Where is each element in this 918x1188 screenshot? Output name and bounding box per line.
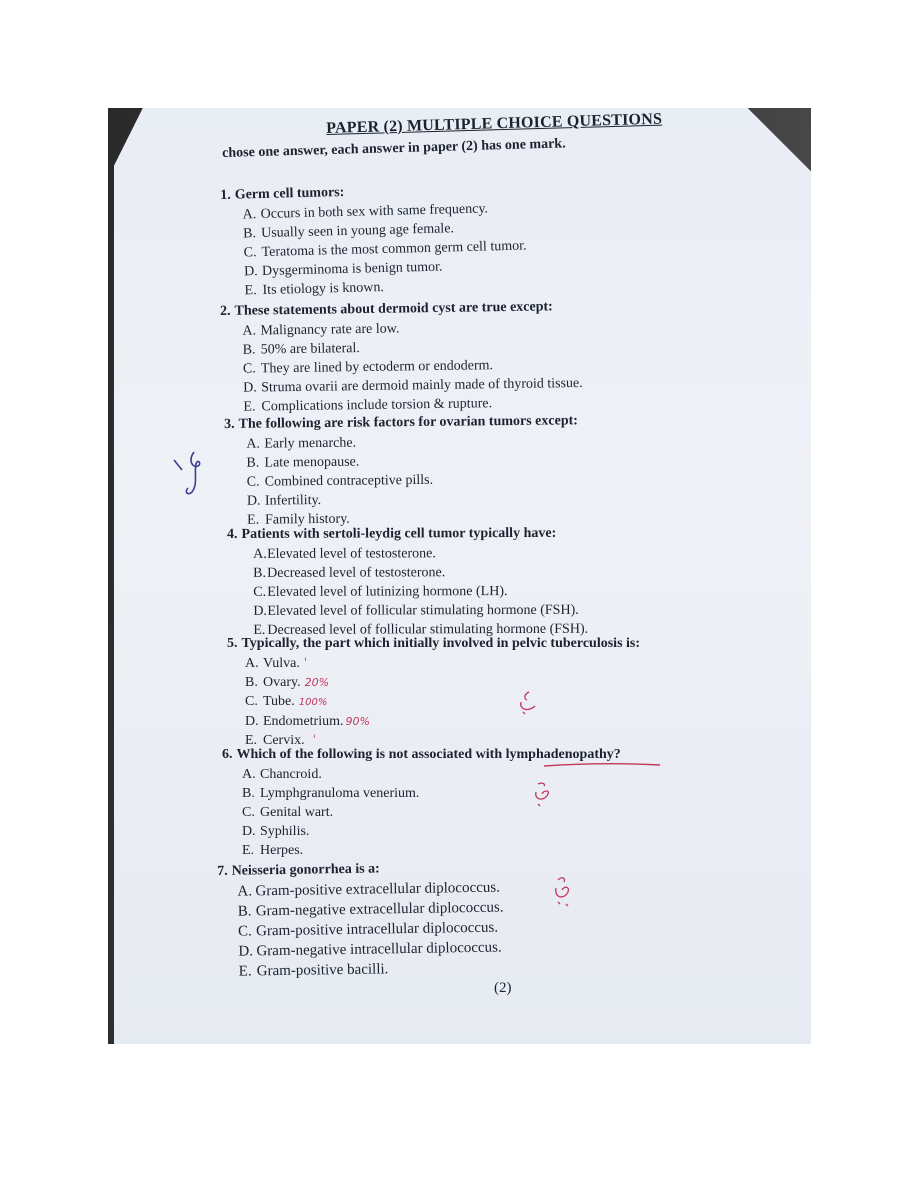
option-a: A. Chancroid. — [242, 767, 322, 782]
option-c: C. They are lined by ectoderm or endoderm. — [242, 358, 494, 377]
option-a: A. Early menarche. — [246, 435, 357, 452]
instruction-text: chose one answer, each answer in paper (2) has one mark. — [222, 136, 566, 161]
option-d: D. Infertility. — [246, 492, 322, 509]
question-stem: 1. Germ cell tumors: — [220, 184, 345, 203]
option-d: D. Gram-negative intracellular diplococcus. — [238, 939, 502, 960]
ovary-percent-note: 20% — [304, 676, 330, 689]
question-stem: 7. Neisseria gonorrhea is a: — [217, 861, 380, 879]
option-e: E. Cervix. ˈ — [245, 733, 316, 748]
option-e: E. Herpes. — [242, 843, 304, 858]
option-d: D.Elevated level of follicular stimulating hormone (FSH). — [253, 602, 579, 619]
tube-percent-note: 100% — [298, 697, 328, 708]
pen-mark-q6-icon — [528, 780, 558, 810]
question-7 — [217, 858, 505, 982]
option-a: A. Gram-positive extracellular diplococcus. — [237, 879, 501, 900]
option-e: E. Family history. — [247, 511, 350, 528]
option-d: D. Syphilis. — [242, 824, 310, 839]
option-e: E. Its etiology is known. — [244, 280, 385, 299]
question-2 — [220, 297, 583, 417]
option-c: C. Genital wart. — [242, 805, 334, 820]
question-4 — [227, 524, 588, 640]
tick-mark: ˈ — [303, 656, 308, 670]
question-stem: 2. These statements about dermoid cyst are true except: — [220, 299, 553, 319]
question-stem: 4. Patients with sertoli-leydig cell tumor typically have: — [227, 525, 557, 542]
option-b: B. Late menopause. — [246, 454, 360, 471]
option-b: B. Usually seen in young age female. — [242, 221, 455, 242]
option-e: E. Gram-positive bacilli. — [238, 961, 389, 980]
question-stem: 3. The following are risk factors for ovarian tumors except: — [224, 413, 578, 432]
option-c: C. Teratoma is the most common germ cell tumor. — [243, 238, 527, 261]
option-c: C. Tube. 100% — [245, 694, 328, 709]
option-c: C. Gram-positive intracellular diplococcus. — [237, 919, 499, 940]
option-e: E. Decreased level of follicular stimulating hormone (FSH). — [253, 621, 589, 638]
pen-underline-icon — [542, 760, 662, 770]
question-stem: 5. Typically, the part which initially involved in pelvic tuberculosis is: — [227, 636, 641, 651]
option-a: A. Occurs in both sex with same frequency. — [242, 201, 489, 223]
blue-pen-check-icon — [168, 448, 218, 498]
tick-mark: ˈ — [312, 733, 316, 747]
option-e: E. Complications include torsion & rupture. — [243, 396, 493, 415]
option-b: B. Gram-negative extracellular diplococcus. — [237, 899, 504, 920]
question-1 — [220, 179, 528, 301]
page-title: PAPER (2) MULTIPLE CHOICE QUESTIONS — [326, 110, 663, 137]
option-b: B. Ovary. 20% — [245, 675, 330, 690]
option-a: A. Vulva. ˈ — [245, 656, 308, 671]
option-d: D. Dysgerminoma is benign tumor. — [243, 259, 443, 280]
option-d: D. Struma ovarii are dermoid mainly made of thyroid tissue. — [243, 375, 583, 396]
question-stem: 6. Which of the following is not associated with lymphadenopathy? — [222, 747, 621, 762]
question-3 — [224, 411, 579, 530]
option-c: C. Combined contraceptive pills. — [246, 472, 434, 490]
page-number: (2) — [494, 980, 512, 996]
option-d: D. Endometrium. 90% — [245, 714, 370, 729]
pen-mark-q5-icon — [515, 688, 545, 718]
endometrium-percent-note: 90% — [345, 715, 370, 728]
option-c: C.Elevated level of lutinizing hormone (LH). — [253, 584, 508, 600]
option-b: B.Decreased level of testosterone. — [253, 565, 446, 581]
option-b: B. 50% are bilateral. — [242, 341, 360, 358]
option-a: A. Malignancy rate are low. — [242, 321, 400, 339]
option-b: B. Lymphgranuloma venerium. — [242, 786, 420, 801]
pen-mark-q7-icon — [548, 874, 578, 910]
option-a: A.Elevated level of testosterone. — [253, 546, 436, 562]
question-5 — [227, 634, 640, 750]
